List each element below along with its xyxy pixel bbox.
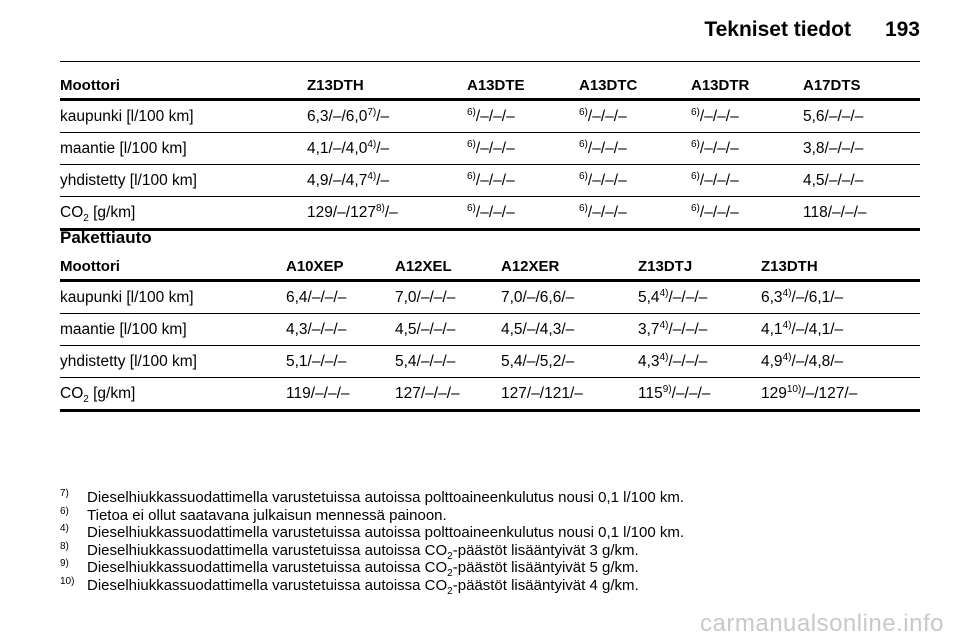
row-label: $CO_2$ [g/km] [60, 378, 286, 411]
table-cell: $^{6)}$/–/–/– [467, 165, 579, 197]
table-cell: 7,0/–/–/– [395, 281, 501, 314]
footnote-mark: 7) [60, 488, 69, 499]
footnote [60, 559, 920, 577]
footnote-ref: 6) [691, 202, 700, 214]
footnote-mark: 8) [60, 540, 69, 552]
footnotes [60, 488, 920, 597]
table-cell: 6,3/–/6,0$^{7)}$/– [307, 100, 467, 133]
footnote-ref: 4) [367, 170, 377, 182]
footnote-text: Dieselhiukkassuodattimella varustetuissa autoissa polttoaineenkulutus nousi 0,1 l/100 km. [87, 524, 685, 541]
table-cell: 127/–/–/– [395, 378, 501, 411]
table-row [60, 346, 920, 378]
column-header-z13dth: Z13DTH [307, 70, 467, 100]
column-header-z13dtj: Z13DTJ [638, 251, 761, 281]
row-label: maantie [l/100 km] [60, 133, 307, 165]
column-header-a12xer: A12XER [501, 251, 638, 281]
column-header-a13dtc: A13DTC [579, 70, 691, 100]
consumption-table-2 [60, 251, 920, 412]
table-cell: 4,9$^{4)}$/–/4,8/– [761, 346, 920, 378]
section-title-pakettiauto: Pakettiauto [60, 228, 152, 247]
table-row [60, 165, 920, 197]
table-cell: 4,5/–/–/– [803, 165, 920, 197]
footnote-mark: 9) [60, 558, 69, 569]
column-header-z13dth: Z13DTH [761, 251, 920, 281]
table-header-row [60, 251, 920, 281]
table-row [60, 197, 920, 230]
column-header-moottori: Moottori [60, 251, 286, 281]
table-cell: 6,3$^{4)}$/–/6,1/– [761, 281, 920, 314]
table-cell: 4,9/–/4,7$^{4)}$/– [307, 165, 467, 197]
table-row [60, 281, 920, 314]
column-header-a10xep: A10XEP [286, 251, 395, 281]
footnote-ref: 4) [782, 351, 792, 363]
table-cell: 129/–/127$^{8)}$/– [307, 197, 467, 230]
footnote-ref: 4) [782, 319, 792, 331]
table-cell: 119/–/–/– [286, 378, 395, 411]
footnote [60, 524, 920, 542]
column-header-a12xel: A12XEL [395, 251, 501, 281]
footnote-text: Tietoa ei ollut saatavana julkaisun mennessä painoon. [87, 506, 447, 524]
footnote-text: Dieselhiukkassuodattimella varustetuissa autoissa $CO_2$-päästöt lisääntyivät 5 g/km. [87, 559, 639, 579]
table-cell: $^{6)}$/–/–/– [467, 133, 579, 165]
page-header [704, 18, 920, 42]
row-label: yhdistetty [l/100 km] [60, 346, 286, 378]
table-cell: $^{6)}$/–/–/– [691, 197, 803, 230]
column-header-a13dtr: A13DTR [691, 70, 803, 100]
footnote-ref: 6) [467, 202, 476, 214]
table-cell: $^{6)}$/–/–/– [579, 197, 691, 230]
footnote-ref: 6) [579, 138, 588, 150]
footnote-ref: 9) [662, 383, 672, 395]
table-cell: 5,4/–/5,2/– [501, 346, 638, 378]
table-row [60, 133, 920, 165]
footnote-ref: 4) [659, 319, 669, 331]
row-label: yhdistetty [l/100 km] [60, 165, 307, 197]
footnote-ref: 6) [467, 106, 476, 118]
table-cell: 127/–/121/– [501, 378, 638, 411]
footnote-ref: 4) [367, 138, 377, 150]
table-cell: 4,1/–/4,0$^{4)}$/– [307, 133, 467, 165]
page-number: 193 [884, 18, 920, 41]
table-cell: 3,8/–/–/– [803, 133, 920, 165]
table-cell: 4,5/–/4,3/– [501, 314, 638, 346]
table-row [60, 378, 920, 411]
footnote [60, 542, 920, 560]
footnote-ref: 6) [579, 170, 588, 182]
column-header-a17dts: A17DTS [803, 70, 920, 100]
table-header-row [60, 70, 920, 100]
footnote-text: Dieselhiukkassuodattimella varustetuissa autoissa $CO_2$-päästöt lisääntyivät 4 g/km. [87, 576, 639, 597]
table-cell: 3,7$^{4)}$/–/–/– [638, 314, 761, 346]
footnote-ref: 4) [659, 351, 669, 363]
table-cell: $^{6)}$/–/–/– [691, 165, 803, 197]
table-cell: 4,3/–/–/– [286, 314, 395, 346]
table-cell: 115$^{9)}$/–/–/– [638, 378, 761, 411]
table-cell: 4,5/–/–/– [395, 314, 501, 346]
footnote [60, 507, 920, 525]
column-header-moottori: Moottori [60, 70, 307, 100]
table-cell: 118/–/–/– [803, 197, 920, 230]
footnote-ref: 6) [467, 170, 476, 182]
table-cell: 5,4$^{4)}$/–/–/– [638, 281, 761, 314]
table-cell: $^{6)}$/–/–/– [579, 100, 691, 133]
table-cell: 6,4/–/–/– [286, 281, 395, 314]
table-cell: $^{6)}$/–/–/– [467, 100, 579, 133]
footnote-ref: 4) [659, 287, 669, 299]
table-row [60, 314, 920, 346]
footnote-ref: 10) [786, 383, 802, 395]
footnote-ref: 8) [375, 202, 385, 214]
row-label: kaupunki [l/100 km] [60, 100, 307, 133]
page-title: Tekniset tiedot [704, 18, 851, 41]
footnote-ref: 6) [579, 106, 588, 118]
row-label: kaupunki [l/100 km] [60, 281, 286, 314]
table-cell: 4,1$^{4)}$/–/4,1/– [761, 314, 920, 346]
table-cell: 129$^{10)}$/–/127/– [761, 378, 920, 411]
footnote-ref: 6) [691, 106, 700, 118]
column-header-a13dte: A13DTE [467, 70, 579, 100]
watermark: carmanualsonline.info [700, 610, 944, 637]
footnote-ref: 6) [691, 138, 700, 150]
table-cell: $^{6)}$/–/–/– [691, 133, 803, 165]
footnote-ref: 4) [782, 287, 792, 299]
table-cell: 7,0/–/6,6/– [501, 281, 638, 314]
footnote-text: Dieselhiukkassuodattimella varustetuissa autoissa $CO_2$-päästöt lisääntyivät 3 g/km. [87, 541, 639, 562]
footnote-mark: 4) [60, 523, 69, 534]
footnote [60, 489, 920, 507]
table-cell: 5,1/–/–/– [286, 346, 395, 378]
row-label: maantie [l/100 km] [60, 314, 286, 346]
footnote-ref: 6) [467, 138, 476, 150]
table-cell: $^{6)}$/–/–/– [579, 165, 691, 197]
footnote-mark: 10) [60, 575, 75, 587]
footnote-ref: 6) [691, 170, 700, 182]
table-cell: 5,4/–/–/– [395, 346, 501, 378]
table-cell: 4,3$^{4)}$/–/–/– [638, 346, 761, 378]
footnote-text: Dieselhiukkassuodattimella varustetuissa autoissa polttoaineenkulutus nousi 0,1 l/100 km. [87, 489, 685, 506]
header-rule [60, 61, 920, 62]
table-cell: $^{6)}$/–/–/– [467, 197, 579, 230]
table-cell: $^{6)}$/–/–/– [579, 133, 691, 165]
footnote-ref: 6) [579, 202, 588, 214]
footnote-ref: 7) [367, 106, 377, 118]
row-label: $CO_2$ [g/km] [60, 197, 307, 230]
table-row [60, 100, 920, 133]
footnote-mark: 6) [60, 505, 69, 517]
table-cell: 5,6/–/–/– [803, 100, 920, 133]
table-cell: $^{6)}$/–/–/– [691, 100, 803, 133]
consumption-table-1 [60, 70, 920, 231]
footnote [60, 577, 920, 595]
